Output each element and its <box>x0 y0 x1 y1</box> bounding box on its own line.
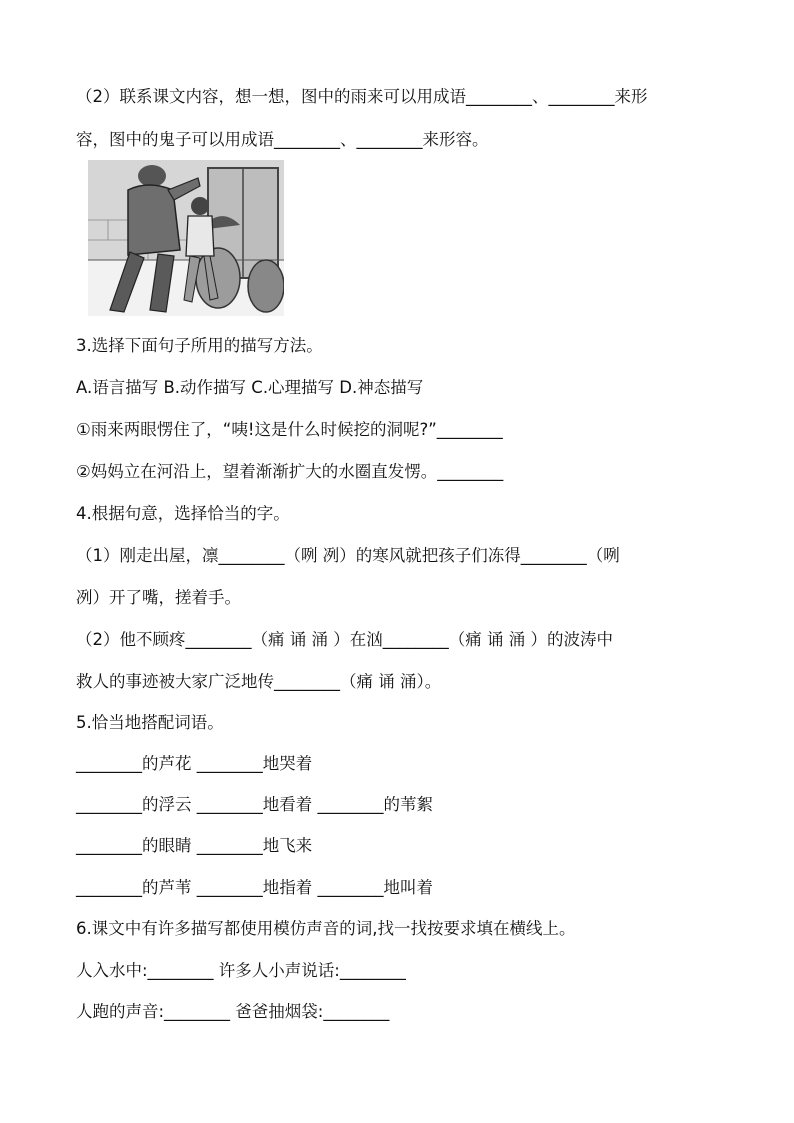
q4-p1-line-2: 冽）开了嘴，搓着手。 <box>76 588 241 607</box>
q5-row-1: ________的芦花 ________地哭着 <box>76 754 313 773</box>
q3-item-1: ①雨来两眼愣住了，“咦!这是什么时候挖的洞呢?”________ <box>76 420 503 439</box>
q3-title: 3.选择下面句子所用的描写方法。 <box>76 336 323 355</box>
q5-title: 5.恰当地搭配词语。 <box>76 713 224 732</box>
q4-p1-line-1: （1）刚走出屋，凛________（咧 冽）的寒风就把孩子们冻得________（咧 <box>76 546 620 565</box>
q4-p2-line-1: （2）他不顾疼________（痛 诵 涌 ）在汹________（痛 诵 涌 ）的波涛中 <box>76 630 613 649</box>
illustration-soldier-and-boy-icon <box>88 160 284 316</box>
q5-row-4: ________的芦苇 ________地指着 ________地叫着 <box>76 878 433 897</box>
q3-item-2: ②妈妈立在河沿上，望着渐渐扩大的水圈直发愣。________ <box>76 462 504 481</box>
line-q2-2-2: 容，图中的鬼子可以用成语________、________来形容。 <box>76 130 489 149</box>
q4-p2-line-2: 救人的事迹被大家广泛地传________（痛 诵 涌）。 <box>76 672 442 691</box>
q6-row-1: 人入水中:________ 许多人小声说话:________ <box>76 961 406 980</box>
q6-title: 6.课文中有许多描写都使用模仿声音的词,找一找按要求填在横线上。 <box>76 919 576 938</box>
line-q2-2-1: （2）联系课文内容，想一想，图中的雨来可以用成语________、________来形 <box>76 87 648 106</box>
q3-options: A.语言描写 B.动作描写 C.心理描写 D.神态描写 <box>76 378 424 397</box>
q6-row-2: 人跑的声音:________ 爸爸抽烟袋:________ <box>76 1002 390 1021</box>
q4-title: 4.根据句意，选择恰当的字。 <box>76 504 290 523</box>
q5-row-3: ________的眼睛 ________地飞来 <box>76 836 313 855</box>
q5-row-2: ________的浮云 ________地看着 ________的苇絮 <box>76 795 433 814</box>
